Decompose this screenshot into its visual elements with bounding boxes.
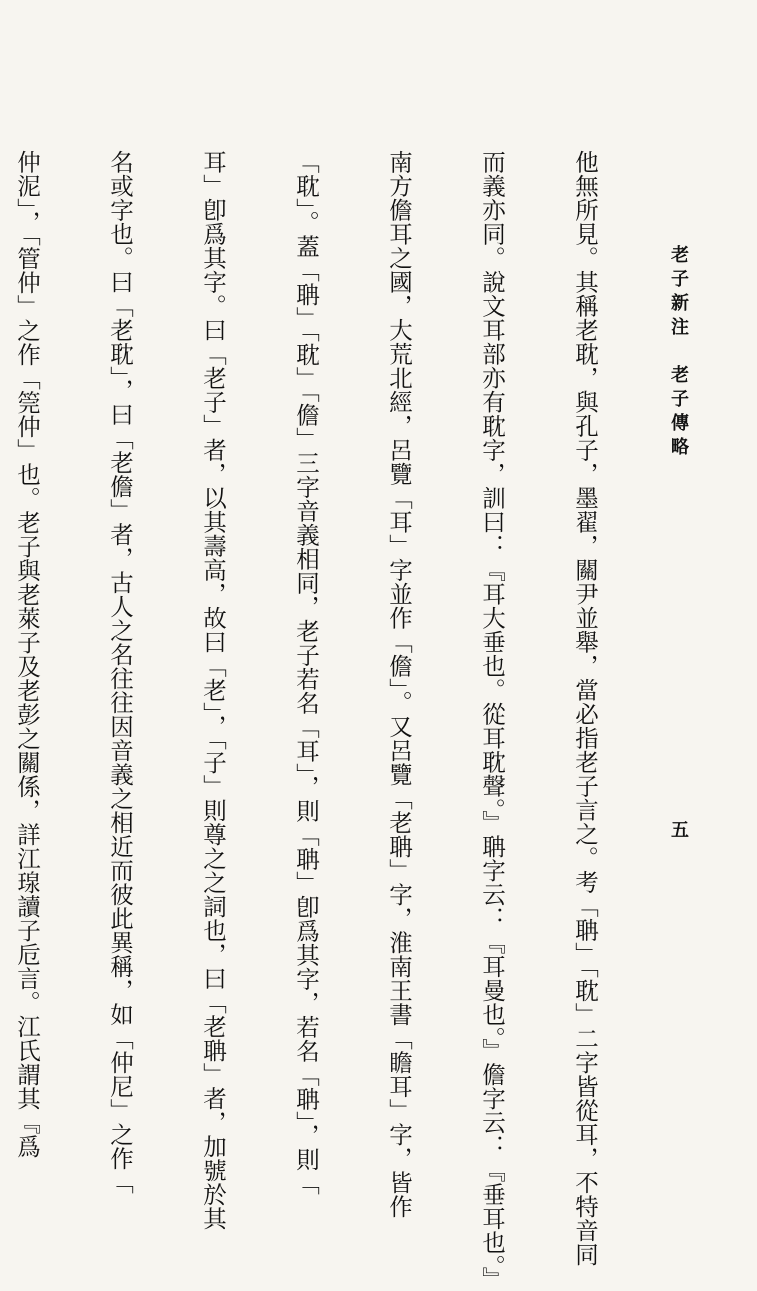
text-line: 仲泥」，「管仲」之作「筦仲」也。老子與老萊子及老彭之關係，詳江瑔讀子卮言。江氏謂其『爲 [13, 150, 41, 1159]
text-line: 「耽」。蓋「聃」「耽」「儋」三字音義相同，老子若名「耳」，則「聃」卽爲其字，若名「聃」，則「 [292, 150, 320, 1196]
running-header: 老子新注 老子傳略 [668, 245, 689, 461]
text-line: 名或字也。曰「老耽」，曰「老儋」者，古人之名往往因音義之相近而彼此異稱，如「仲尼」之作「 [106, 150, 134, 1195]
page-number: 五 [668, 820, 689, 838]
text-line: 耳」卽爲其字。曰「老子」者，以其壽高，故曰「老」，「子」則尊之之詞也，曰「老聃」者，加號於其 [199, 150, 227, 1231]
text-line: 南方儋耳之國，大荒北經，呂覽「耳」字並作「儋」。又呂覽「老聃」字，淮南王書「瞻耳」字，皆作 [385, 150, 413, 1219]
vertical-body-text [0, 150, 662, 1291]
text-line: 而義亦同。說文耳部亦有耽字，訓曰：『耳大垂也。從耳耽聲。』聃字云：『耳曼也。』儋字云：『垂耳也。』 [478, 150, 506, 1291]
text-line: 他無所見。其稱老耽，與孔子，墨翟，關尹並舉，當必指老子言之。考「聃」「耽」二字皆從耳，不特音同 [571, 150, 599, 1267]
